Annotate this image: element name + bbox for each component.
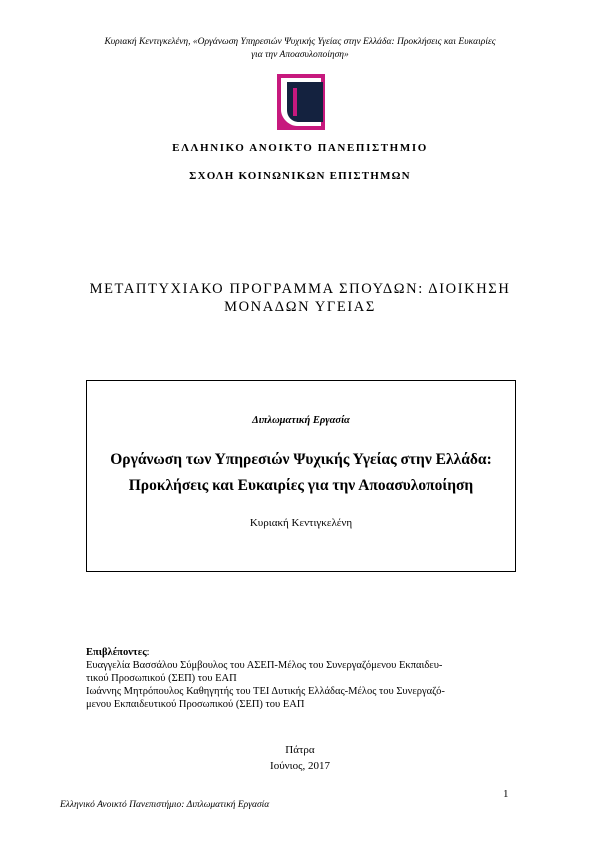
- program-title: [80, 280, 520, 316]
- running-header-line-2: για την Αποασυλοποίηση»: [251, 50, 349, 60]
- university-logo: [277, 74, 325, 130]
- logo-magenta-spine: [293, 88, 297, 116]
- program-title-line-1: ΜΕΤΑΠΤΥΧΙΑΚΟ ΠΡΟΓΡΑΜΜΑ ΣΠΟΥΔΩΝ: ΔΙΟΙΚΗΣΗ: [89, 281, 511, 297]
- page-number: 1: [503, 788, 509, 800]
- place-date: [0, 742, 600, 774]
- thesis-type: Διπλωματική Εργασία: [252, 415, 350, 426]
- university-name: ΕΛΛΗΝΙΚΟ ΑΝΟΙΚΤΟ ΠΑΝΕΠΙΣΤΗΜΙΟ: [172, 142, 428, 154]
- logo-navy-book: [287, 82, 323, 122]
- thesis-title: [97, 447, 505, 499]
- supervisors-heading: Επιβλέποντες: [86, 647, 147, 658]
- running-header: [60, 36, 540, 62]
- thesis-title-line-2: Προκλήσεις και Ευκαιρίες για την Αποασυλοποίηση: [128, 477, 474, 494]
- school-name: ΣΧΟΛΗ ΚΟΙΝΩΝΙΚΩΝ ΕΠΙΣΤΗΜΩΝ: [189, 170, 411, 182]
- date: Ιούνιος, 2017: [270, 760, 330, 772]
- supervisors-heading-row: Επιβλέποντες:: [86, 647, 150, 658]
- supervisor-line: μενου Εκπαιδευτικού Προσωπικού (ΣΕΠ) του ΕΑΠ: [86, 699, 305, 710]
- supervisor-line: τικού Προσωπικού (ΣΕΠ) του ΕΑΠ: [86, 673, 237, 684]
- running-header-line-1: Κυριακή Κεντιγκελένη, «Οργάνωση Υπηρεσιών Ψυχικής Υγείας στην Ελλάδα: Προκλήσεις και Ευκαιρίες: [104, 37, 496, 47]
- running-footer: Ελληνικό Ανοικτό Πανεπιστήμιο: Διπλωματική Εργασία: [60, 800, 270, 810]
- thesis-author: Κυριακή Κεντιγκελένη: [249, 517, 353, 529]
- place: Πάτρα: [285, 744, 315, 756]
- thesis-box: [86, 380, 516, 572]
- supervisors-block: [86, 646, 516, 711]
- supervisor-line: Ευαγγελία Βασσάλου Σύμβουλος του ΑΣΕΠ-Μέλος του Συνεργαζόμενου Εκπαιδευ-: [86, 660, 443, 671]
- supervisor-line: Ιωάννης Μητρόπουλος Καθηγητής του ΤΕΙ Δυτικής Ελλάδας-Μέλος του Συνεργαζό-: [86, 686, 445, 697]
- program-title-line-2: ΜΟΝΑΔΩΝ ΥΓΕΙΑΣ: [224, 299, 376, 315]
- thesis-title-line-1: Οργάνωση των Υπηρεσιών Ψυχικής Υγείας στην Ελλάδα:: [110, 451, 492, 468]
